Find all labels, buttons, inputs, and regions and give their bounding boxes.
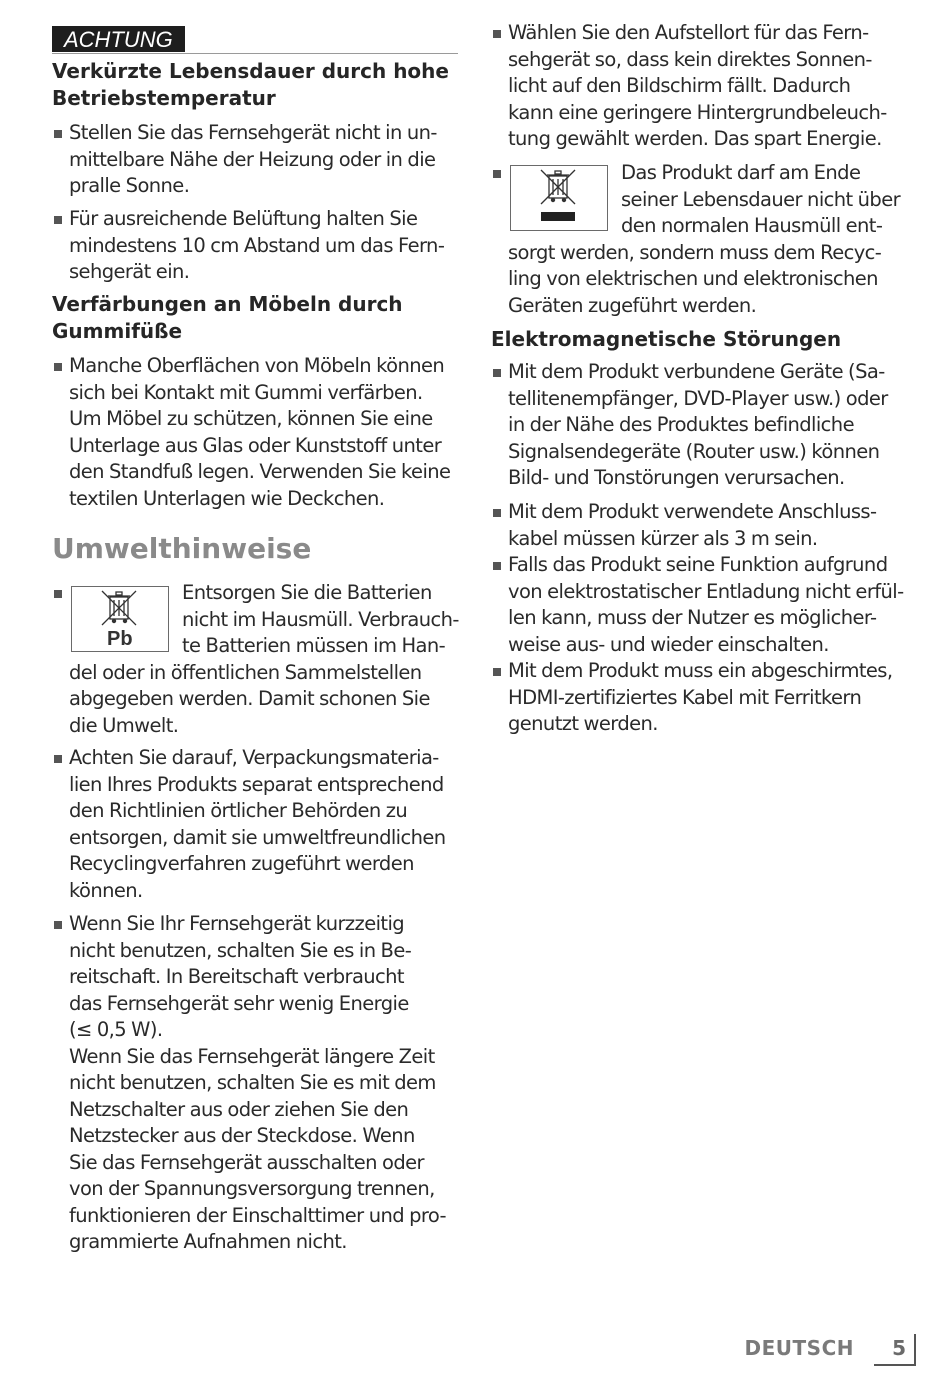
footer-language: DEUTSCH <box>744 1336 854 1360</box>
bullet-icon <box>54 755 62 763</box>
bullet-icon <box>54 216 62 224</box>
list-item <box>52 745 446 904</box>
page-number: 5 <box>892 1336 906 1360</box>
footer-rule-vertical <box>914 1334 916 1364</box>
list-item-text: Mit dem Produkt verwendete Anschluss- kabel müssen kürzer als 3 m sein. <box>508 500 877 550</box>
heading-furniture-discoloration: Verfärbungen an Möbeln durch Gummifüße <box>52 292 403 343</box>
bullet-icon <box>54 363 62 371</box>
battery-text-below: del oder in öffentlichen Sammelstellen abgegeben werden. Damit schonen Sie die Umwelt. <box>69 660 430 737</box>
battery-recycling-icon <box>71 586 169 652</box>
bullet-icon <box>54 130 62 138</box>
list-item-text: Wählen Sie den Aufstellort für das Fern- sehgerät so, dass kein direktes Sonnen- licht auf den Bildschirm fällt. Dadurch kann eine geringere Hintergrundbeleuch- tung gewählt werden. Das spart Energie. <box>508 21 887 150</box>
battery-icon-label: Pb <box>107 628 133 650</box>
list-item-text: Mit dem Produkt verbundene Geräte (Sa- tellitenempfänger, DVD-Player usw.) oder in der Nähe des Produktes befindliche Signalsendegeräte (Router usw.) können Bild- und Tonstörungen verursachen. <box>508 360 888 489</box>
bullet-icon <box>54 921 62 929</box>
list-item <box>491 359 888 492</box>
list-item <box>491 499 876 552</box>
section-title: Umwelthinweise <box>52 532 312 565</box>
list-item <box>52 353 450 512</box>
heading-operating-temperature: Verkürzte Lebensdauer durch hohe Betriebstemperatur <box>52 59 449 110</box>
footer-rule-horizontal <box>874 1364 916 1366</box>
bullet-icon <box>493 562 501 570</box>
weee-text-beside: Das Produkt darf am Ende seiner Lebensdauer nicht über den normalen Hausmüll ent- <box>621 161 901 237</box>
list-item-text: Falls das Produkt seine Funktion aufgrund von elektrostatischer Entladung nicht erfül- len kann, muss der Nutzer es möglicher- weise aus- und wieder einschalten. <box>508 553 904 656</box>
list-item-text: Wenn Sie Ihr Fernsehgerät kurzzeitig nicht benutzen, schalten Sie es in Be- reitschaft. In Bereitschaft verbraucht das Fernsehgerät sehr wenig Energie (≤ 0,5 W). Wenn Sie das Fernsehgerät längere Zeit nicht benutzen, schalten Sie es mit dem Netzschalter aus oder ziehen Sie den Netzstecker aus der Steckdose. Wenn Sie das Fernsehgerät ausschalten oder von der Spannungsversorgung trennen, funktionieren der Einschalttimer und pro- grammierte Aufnahmen nicht. <box>69 912 446 1253</box>
bullet-icon <box>54 590 62 598</box>
list-item-text: Manche Oberflächen von Möbeln können sich bei Kontakt mit Gummi verfärben. Um Möbel zu schützen, können Sie eine Unterlage aus Glas oder Kunststoff unter den Standfuß legen. Verwenden Sie keine textilen Unterlagen wie Deckchen. <box>69 354 451 510</box>
list-item-text: Für ausreichende Belüftung halten Sie mindestens 10 cm Abstand um das Fern- sehgerät ein. <box>69 207 445 283</box>
bullet-icon <box>493 170 501 178</box>
list-item-text: Mit dem Produkt muss ein abgeschirmtes, HDMI-zertifiziertes Kabel mit Ferritkern genutzt werden. <box>508 659 893 735</box>
warning-header <box>52 26 458 54</box>
list-item <box>491 20 887 153</box>
battery-disposal-item <box>52 580 462 739</box>
weee-recycling-icon <box>510 165 608 231</box>
battery-text-beside: Entsorgen Sie die Batterien nicht im Hausmüll. Verbrauch- te Batterien müssen im Han- <box>182 581 459 657</box>
list-item-text: Stellen Sie das Fernsehgerät nicht in un- mittelbare Nähe der Heizung oder in die pralle Sonne. <box>69 121 437 197</box>
list-item <box>491 552 904 658</box>
weee-disposal-item <box>491 160 911 319</box>
list-item <box>52 206 444 286</box>
list-item <box>491 658 892 738</box>
bullet-icon <box>493 509 501 517</box>
bullet-icon <box>493 369 501 377</box>
warning-label: ACHTUNG <box>52 26 185 52</box>
weee-text-below: sorgt werden, sondern muss dem Recyc- ling von elektrischen und elektronischen Geräten zugeführt werden. <box>508 240 882 317</box>
bullet-icon <box>493 668 501 676</box>
list-item <box>52 911 446 1256</box>
list-item-text: Achten Sie darauf, Verpackungsmateria- lien Ihres Produkts separat entsprechend den Richtlinien örtlicher Behörden zu entsorgen, damit sie umweltfreundlichen Recyclingverfahren zugeführt werden können. <box>69 746 446 902</box>
heading-electromagnetic-interference: Elektromagnetische Störungen <box>491 327 842 351</box>
bullet-icon <box>493 30 501 38</box>
list-item <box>52 120 437 200</box>
